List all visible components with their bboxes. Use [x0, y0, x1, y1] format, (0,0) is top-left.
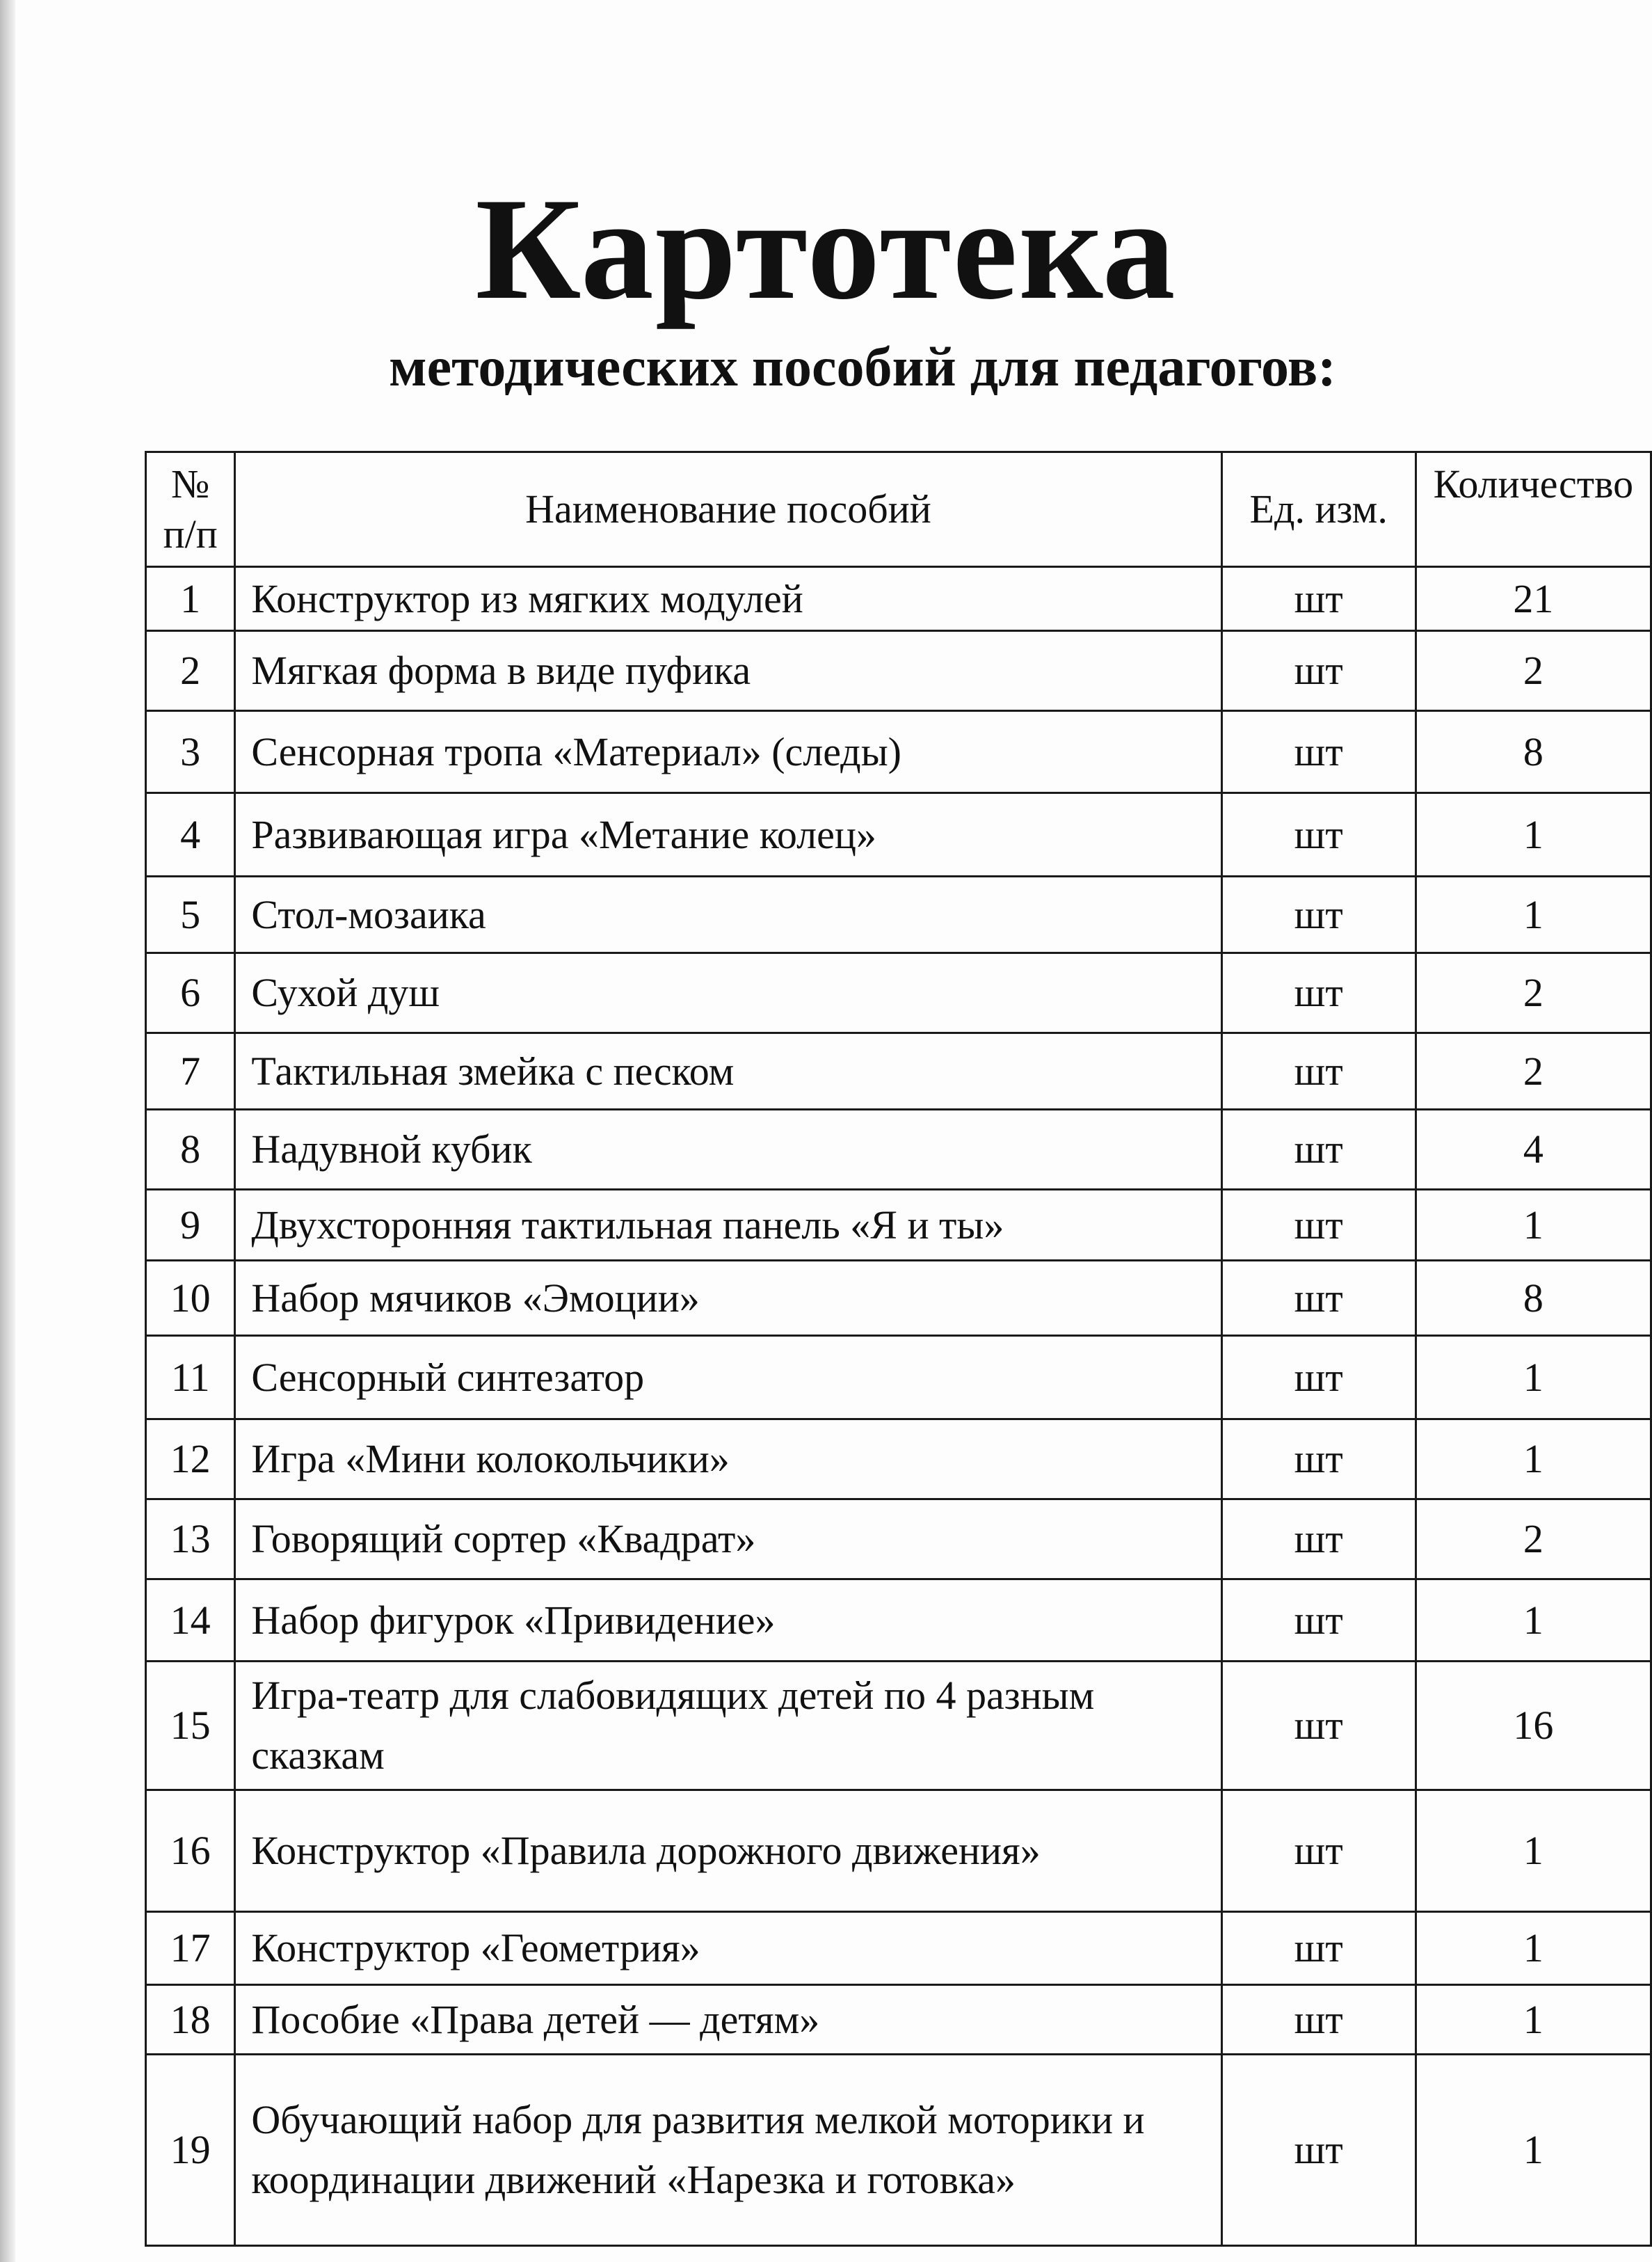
table-header-row [146, 452, 1651, 567]
row-quantity: 8 [1416, 711, 1651, 793]
row-unit: шт [1221, 1790, 1416, 1912]
row-number: 11 [146, 1336, 235, 1419]
table-row [146, 711, 1651, 793]
header-quantity: Количество [1416, 452, 1651, 567]
inventory-table [145, 451, 1652, 2247]
table-row [146, 1033, 1651, 1110]
table-row [146, 1336, 1651, 1419]
row-quantity: 1 [1416, 1190, 1651, 1261]
header-number-line2: п/п [163, 511, 218, 557]
row-item-name: Говорящий сортер «Квадрат» [235, 1499, 1221, 1579]
table-row [146, 953, 1651, 1033]
header-unit: Ед. изм. [1221, 452, 1416, 567]
table-row [146, 1662, 1651, 1790]
row-unit: шт [1221, 1912, 1416, 1985]
row-quantity: 1 [1416, 1336, 1651, 1419]
row-number: 10 [146, 1261, 235, 1336]
row-unit: шт [1221, 567, 1416, 631]
row-unit: шт [1221, 1033, 1416, 1110]
row-quantity: 4 [1416, 1110, 1651, 1190]
row-unit: шт [1221, 711, 1416, 793]
table-row [146, 567, 1651, 631]
row-number: 13 [146, 1499, 235, 1579]
row-item-name: Набор мячиков «Эмоции» [235, 1261, 1221, 1336]
row-item-name: Надувной кубик [235, 1110, 1221, 1190]
row-number: 9 [146, 1190, 235, 1261]
row-number: 7 [146, 1033, 235, 1110]
table-row [146, 1985, 1651, 2055]
row-quantity: 1 [1416, 2055, 1651, 2246]
row-item-name: Конструктор «Геометрия» [235, 1912, 1221, 1985]
row-unit: шт [1221, 953, 1416, 1033]
table-row [146, 1110, 1651, 1190]
row-quantity: 8 [1416, 1261, 1651, 1336]
row-item-name: Сухой душ [235, 953, 1221, 1033]
row-item-name: Обучающий набор для развития мелкой моторики и координации движений «Нарезка и готовка» [235, 2055, 1221, 2246]
row-unit: шт [1221, 1261, 1416, 1336]
row-number: 8 [146, 1110, 235, 1190]
row-quantity: 1 [1416, 793, 1651, 877]
row-item-name: Пособие «Права детей — детям» [235, 1985, 1221, 2055]
row-number: 14 [146, 1579, 235, 1662]
row-unit: шт [1221, 877, 1416, 953]
row-quantity: 2 [1416, 1033, 1651, 1110]
document-title: Картотека [475, 168, 1177, 330]
row-unit: шт [1221, 1419, 1416, 1499]
row-number: 17 [146, 1912, 235, 1985]
row-unit: шт [1221, 2055, 1416, 2246]
table-row [146, 1499, 1651, 1579]
row-quantity: 2 [1416, 1499, 1651, 1579]
row-quantity: 2 [1416, 631, 1651, 711]
row-item-name: Двухсторонняя тактильная панель «Я и ты» [235, 1190, 1221, 1261]
header-number-line1: № [171, 461, 210, 507]
table-row [146, 2055, 1651, 2246]
row-number: 4 [146, 793, 235, 877]
row-item-name: Игра-театр для слабовидящих детей по 4 разным сказкам [235, 1662, 1221, 1790]
table-row [146, 1419, 1651, 1499]
document-subtitle: методических пособий для педагогов: [389, 337, 1336, 398]
row-quantity: 16 [1416, 1662, 1651, 1790]
row-item-name: Стол-мозаика [235, 877, 1221, 953]
row-quantity: 1 [1416, 1985, 1651, 2055]
table-body [146, 567, 1651, 2246]
row-number: 12 [146, 1419, 235, 1499]
header-name: Наименование пособий [235, 452, 1221, 567]
table-row [146, 1190, 1651, 1261]
row-quantity: 1 [1416, 1579, 1651, 1662]
table-row [146, 793, 1651, 877]
row-number: 3 [146, 711, 235, 793]
table-row [146, 1912, 1651, 1985]
table-row [146, 1579, 1651, 1662]
row-number: 19 [146, 2055, 235, 2246]
row-item-name: Тактильная змейка с песком [235, 1033, 1221, 1110]
row-number: 6 [146, 953, 235, 1033]
row-quantity: 1 [1416, 1912, 1651, 1985]
row-number: 2 [146, 631, 235, 711]
row-quantity: 1 [1416, 877, 1651, 953]
row-quantity: 21 [1416, 567, 1651, 631]
row-unit: шт [1221, 1579, 1416, 1662]
table-row [146, 877, 1651, 953]
row-unit: шт [1221, 1985, 1416, 2055]
header-number [146, 452, 235, 567]
row-item-name: Мягкая форма в виде пуфика [235, 631, 1221, 711]
row-quantity: 1 [1416, 1419, 1651, 1499]
row-unit: шт [1221, 1336, 1416, 1419]
row-unit: шт [1221, 1190, 1416, 1261]
row-number: 5 [146, 877, 235, 953]
row-item-name: Сенсорная тропа «Материал» (следы) [235, 711, 1221, 793]
row-number: 15 [146, 1662, 235, 1790]
row-quantity: 1 [1416, 1790, 1651, 1912]
row-unit: шт [1221, 631, 1416, 711]
row-number: 18 [146, 1985, 235, 2055]
row-item-name: Конструктор из мягких модулей [235, 567, 1221, 631]
row-item-name: Игра «Мини колокольчики» [235, 1419, 1221, 1499]
row-unit: шт [1221, 1110, 1416, 1190]
table-row [146, 631, 1651, 711]
row-unit: шт [1221, 1499, 1416, 1579]
row-unit: шт [1221, 1662, 1416, 1790]
table-row [146, 1790, 1651, 1912]
row-item-name: Развивающая игра «Метание колец» [235, 793, 1221, 877]
row-item-name: Сенсорный синтезатор [235, 1336, 1221, 1419]
row-quantity: 2 [1416, 953, 1651, 1033]
row-item-name: Конструктор «Правила дорожного движения» [235, 1790, 1221, 1912]
table-row [146, 1261, 1651, 1336]
row-item-name: Набор фигурок «Привидение» [235, 1579, 1221, 1662]
row-number: 16 [146, 1790, 235, 1912]
row-number: 1 [146, 567, 235, 631]
row-unit: шт [1221, 793, 1416, 877]
